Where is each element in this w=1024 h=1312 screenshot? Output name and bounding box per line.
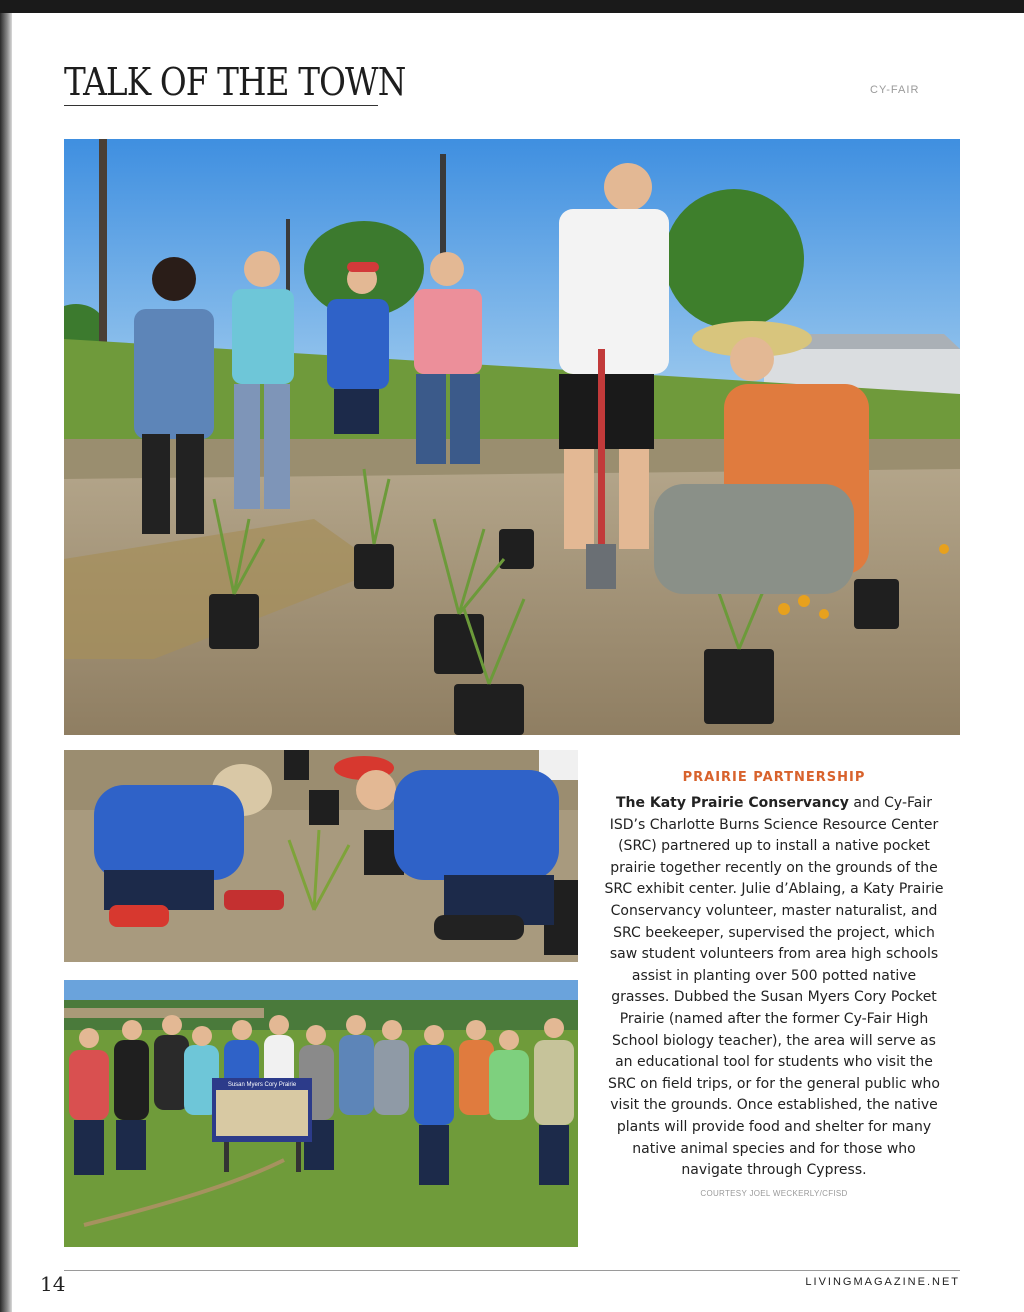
region-tag: CY-FAIR (870, 84, 920, 96)
photo-credit: COURTESY JOEL WECKERLY/CFISD (700, 1188, 848, 1198)
article-caption (604, 770, 944, 1198)
main-photo-planting-volunteers (64, 139, 960, 735)
photo-group-with-sign (64, 980, 578, 1247)
footer-divider (64, 1270, 960, 1271)
article-kicker: PRAIRIE PARTNERSHIP (682, 770, 866, 785)
prairie-sign-text: Susan Myers Cory Prairie (227, 1082, 297, 1088)
site-url: LIVINGMAGAZINE.NET (805, 1276, 960, 1288)
title-underline (64, 105, 378, 106)
section-title: TALK OF THE TOWN (64, 60, 406, 104)
article-body-text: and Cy-Fair ISD’s Charlotte Burns Science Resource Center (SRC) partnered up to install a native pocket prairie together recently on the grounds of the SRC exhibit center. Julie d’Ablaing, a Katy Prairie Conservancy volunteer, master naturalist, and SRC beekeeper, supervised the project, which saw student volunteers from area high schools assist in planting over 500 potted native grasses. Dubbed the Susan Myers Cory Pocket Prairie (named after the former Cy-Fair High School biology teacher), the area will serve as an educational tool for students who visit the SRC on field trips, or for the general public who visit the grounds. Once established, the native plants will provide food and shelter for many native animal species and for those who navigate through Cypress. (604, 795, 944, 1179)
page-number: 14 (40, 1272, 66, 1296)
page-edge-shadow (0, 13, 12, 1312)
article-lead-bold: The Katy Prairie Conservancy (615, 795, 849, 811)
article-body (604, 793, 944, 1182)
photo-students-planting (64, 750, 578, 962)
